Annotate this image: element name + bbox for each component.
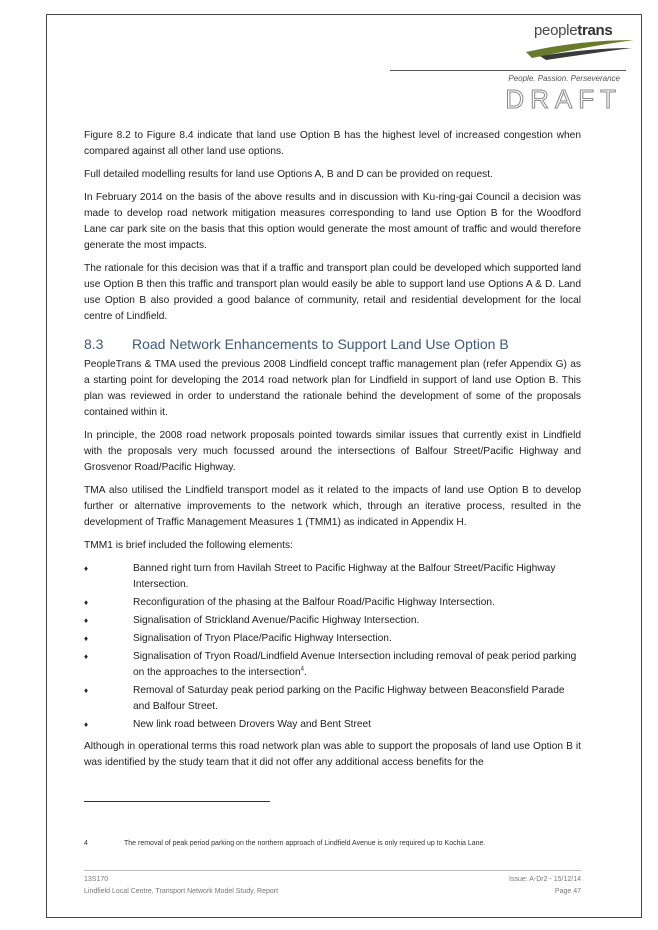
paragraph: The rationale for this decision was that if a traffic and transport plan could be developed which supported land use Option B then this traffic and transport plan would easily be able to support land use Options A & D. Land use Option B also provided a good balance of community, retail and residential development for the local centre of Lindfield. bbox=[84, 263, 581, 322]
footer-code: 13S170 bbox=[84, 876, 109, 883]
page-number: Page 47 bbox=[554, 888, 581, 895]
footnote-text: The removal of peak period parking on the northern approach of Lindfield Avenue is only required up to Kochia Lane. bbox=[124, 840, 486, 847]
list-item: ♦ Signalisation of Tryon Place/Pacific Highway Intersection. bbox=[84, 631, 581, 647]
list-item: ♦ New link road between Drovers Way and Bent Street bbox=[84, 717, 581, 733]
list-item: ♦ Reconfiguration of the phasing at the Balfour Road/Pacific Highway Intersection. bbox=[84, 595, 581, 611]
paragraph: TMA also utilised the Lindfield transport model as it related to the impacts of land use Option B to develop further or alternative improvements to the network which, through an iterative process, resulted in the development of Traffic Management Measures 1 (TMM1) as indicated in Appendix H. bbox=[84, 485, 581, 528]
bullet-icon: ♦ bbox=[84, 634, 89, 643]
section-heading bbox=[84, 335, 581, 353]
footer-right bbox=[380, 874, 581, 898]
paragraph: PeopleTrans & TMA used the previous 2008 Lindfield concept traffic management plan (refer Appendix G) as a starting point for developing the 2014 road network plan for Lindfield in support of land use Option B. This plan was reviewed in order to understand the rationale behind the development of some of the proposals contained within it. bbox=[84, 359, 581, 418]
section-title: Road Network Enhancements to Support Land Use Option B bbox=[132, 336, 509, 352]
bullet-icon: ♦ bbox=[84, 652, 89, 661]
paragraph: Although in operational terms this road network plan was able to support the proposals of land use Option B it was identified by the study team that it did not offer any additional access benefits for the bbox=[84, 741, 581, 768]
footer-left bbox=[84, 874, 278, 898]
tagline: People. Passion. Perseverance bbox=[508, 74, 620, 83]
bullet-icon: ♦ bbox=[84, 616, 89, 625]
footer-rule bbox=[84, 870, 581, 871]
paragraph: In principle, the 2008 road network proposals pointed towards similar issues that currently exist in Lindfield with the proposals very much focussed around the intersections of Balfour Street/Pacific Highway and Grosvenor Road/Pacific Highway. bbox=[84, 430, 581, 473]
footnote-number: 4 bbox=[84, 840, 88, 847]
list-item: ♦ Signalisation of Tryon Road/Lindfield Avenue Intersection including removal of peak period parking on the approaches to the intersection$^4$. bbox=[84, 651, 577, 678]
logo-wordmark: peopletrans bbox=[534, 22, 613, 39]
paragraph: TMM1 is brief included the following elements: bbox=[84, 540, 293, 551]
section-number: 8.3 bbox=[84, 336, 104, 352]
footnote-reference[interactable]: 4 bbox=[300, 666, 304, 673]
list-item: ♦ Signalisation of Strickland Avenue/Pacific Highway Intersection. bbox=[84, 613, 581, 629]
paragraph: Figure 8.2 to Figure 8.4 indicate that land use Option B has the highest level of increased congestion when compared against all other land use options. bbox=[84, 130, 581, 157]
measures-list bbox=[84, 561, 581, 733]
bullet-icon: ♦ bbox=[84, 564, 89, 573]
footer-issue: Issue: A-Dr2 - 15/12/14 bbox=[509, 876, 581, 883]
bullet-icon: ♦ bbox=[84, 598, 89, 607]
list-item: ♦ Banned right turn from Havilah Street to Pacific Highway at the Balfour Street/Pacific Highway Intersection. bbox=[84, 563, 556, 590]
paragraph: Full detailed modelling results for land use Options A, B and D can be provided on request. bbox=[84, 169, 493, 180]
footnote-separator bbox=[84, 801, 270, 802]
header-rule bbox=[390, 70, 626, 71]
paragraph: In February 2014 on the basis of the above results and in discussion with Ku-ring-gai Council a decision was made to develop road network mitigation measures corresponding to land use Option B for the Woodford Lane car park site on the basis that this option would generate the most amount of traffic and would therefore generate the most impacts. bbox=[84, 192, 581, 251]
bullet-icon: ♦ bbox=[84, 720, 89, 729]
footer-title: Lindfield Local Centre, Transport Network Model Study, Report bbox=[84, 888, 279, 895]
list-item: ♦ Removal of Saturday peak period parking on the Pacific Highway between Beaconsfield Parade and Balfour Street. bbox=[84, 685, 565, 712]
footnote bbox=[84, 840, 581, 847]
draft-watermark: DRAFT bbox=[505, 84, 622, 114]
document-body bbox=[84, 128, 581, 778]
bullet-icon: ♦ bbox=[84, 686, 89, 695]
